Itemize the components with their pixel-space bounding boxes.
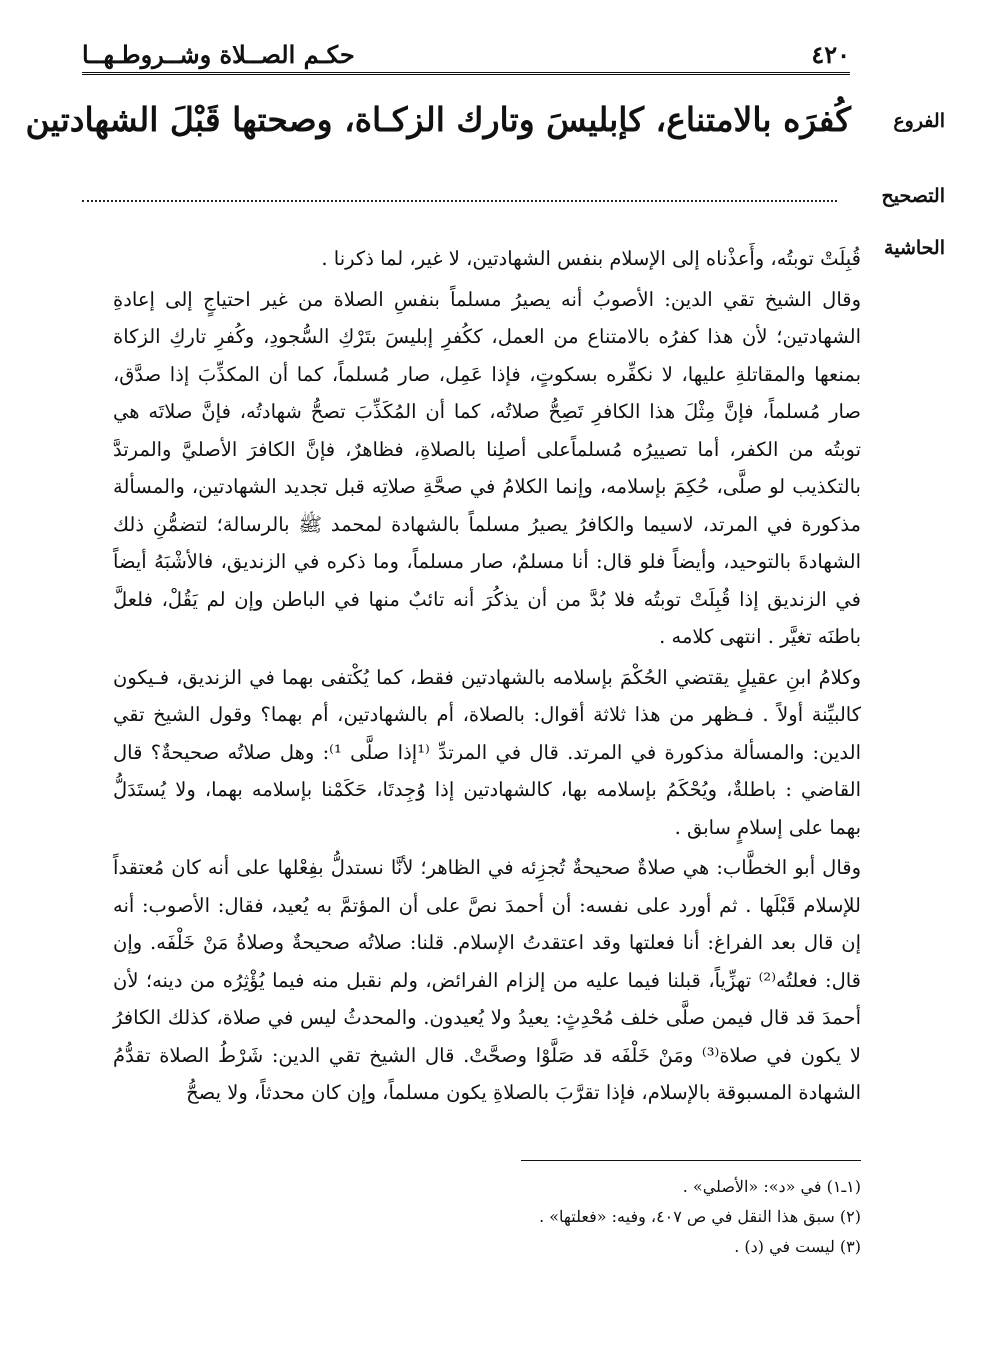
paragraph: وكلامُ ابنِ عقيلٍ يقتضي الحُكْمَ بإسلامه بالشهادتين فقط، كما يُكْتفى بهما في الزنديق، فـيكون كالبيِّنة أولاً . فـظهر من هذا ثلاثة أقوال: بالصلاة، أم بالشهادتين، أم بهما؟ وقول الشيخ تقي الدين: والمسألة مذكورة في المرتد. قال في المرتدِّ ⁽¹إذا صلَّى ¹⁾: وهل صلاتُه صحيحةٌ؟ قال القاضي : باطلةٌ، ويُحْكَمُ بإسلامه بها، كالشهادتين إذا وُجِدتَا، حَكَمْنا بإسلامه بهما، ولا يُستَدَلُّ بهما على إسلامٍ سابق . [113,665,861,839]
footnote: (٢) سبق هذا النقل في ص ٤٠٧، وفيه: «فعلتها» . [539,1207,861,1226]
label-hashiya: الحاشية [884,237,945,259]
label-tashih: التصحيح [881,185,945,207]
footnote-rule [521,1160,861,1161]
tashih-dotted-line [82,200,837,202]
paragraph: قُبِلَتْ توبتُه، وأَعذْناه إلى الإسلام بنفس الشهادتين، لا غير، لما ذكرنا . [321,247,861,270]
footnotes [361,1172,861,1262]
footnote: (١ـ١) في «د»: «الأصلي» . [682,1177,861,1196]
footnote: (٣) ليست في (د) . [734,1237,861,1256]
running-title: حكـم الصــلاة وشــروطـهــا [82,40,355,69]
page-number: ٤٢٠ [811,40,850,69]
paragraph: وقال الشيخ تقي الدين: الأصوبُ أنه يصيرُ مسلماً بنفسِ الصلاة من غير احتياجٍ إلى إعادةِ الشهادتين؛ لأن هذا كفرُه بالامتناع من العمل، ككُفرِ إبليسَ بتَرْكِ السُّجودِ، وكُفرِ تاركِ الزكاة بمنعها والمقاتلةِ عليها، لا نكفِّره بسكوتٍ، فإذا عَمِل، صار مُسلماً، كما أن المكذِّبَ إذا صدَّق، صار مُسلماً، فإنَّ مِثْلَ هذا الكافرِ تَصِحُّ صلاتُه، كما أن المُكَذِّبَ تصحُّ شهادتُه، فإنَّ صلاتَه هي توبتُه من الكفر، أما تصييرُه مُسلماًعلى أصلِنا بالصلاةِ، فظاهرٌ، فإنَّ الكافرَ الأصليَّ والمرتدَّ بالتكذيب لو صلَّى، حُكِمَ بإسلامه، وإنما الكلامُ في صحَّةِ صلاتِه قبل تجديد الشهادتين، والمسألة مذكورة في المرتد، لاسيما والكافرُ يصيرُ مسلماً بالشهادة لمحمد ﷺ بالرسالة؛ لتضمُّنِ ذلك الشهادةَ بالتوحيد، وأيضاً فلو قال: أنا مسلمٌ، صار مسلماً، وما ذكره في الزنديق، فالأشْبَهُ أيضاً في الزنديق إذا قُبِلَتْ توبتُه فلا بُدَّ من أن يذكُرَ أنه تائبٌ منها في الباطن وإن لم يَقُلْ، فلعلَّ باطنَه تغيَّر . انتهى كلامه . [113,287,861,648]
label-furu: الفروع [893,110,945,132]
paragraph: وقال أبو الخطَّاب: هي صلاةٌ صحيحةٌ تُجزِئه في الظاهر؛ لأنَّا نستدلُّ بفِعْلها على أنه كان مُعتقداً للإسلام قَبْلَها . ثم أورد على نفسه: أن أحمدَ نصَّ على أن المؤتمَّ به يُعيد، فقال: الأصوب: أنه إن قال بعد الفراغ: أنا فعلتها وقد اعتقدتُ الإسلام. قلنا: صلاتُه صحيحةٌ وصلاةُ مَنْ خَلْفَه. وإن قال: فعلتُه⁽²⁾ تهزِّياً، قبلنا فيما عليه من إلزام الفرائض، ولم نقبل منه فيما يُؤْثِرُه من دينه؛ لأن أحمدَ قد قال فيمن صلَّى خلف مُحْدِثٍ: يعيدُ ولا يُعيدون. والمحدثُ ليس في صلاة، كذلك الكافرُ لا يكون في صلاة⁽³⁾ ومَنْ خَلْفَه قد صَلَّوْا وصحَّتْ. قال الشيخ تقي الدين: شَرْطُ الصلاة تقدُّمُ الشهادة المسبوقة بالإسلام، فإذا تقرَّبَ بالصلاةِ يكون مسلماً، وإن كان محدثاً، ولا يصحُّ [113,856,861,1104]
furu-text: كُفرَه بالامتناع، كإبليسَ وتارك الزكـاة، وصحتها قَبْلَ الشهادتين [25,100,851,139]
header-rule [82,72,850,75]
hashiya-text [113,240,861,1115]
running-header [82,38,850,68]
